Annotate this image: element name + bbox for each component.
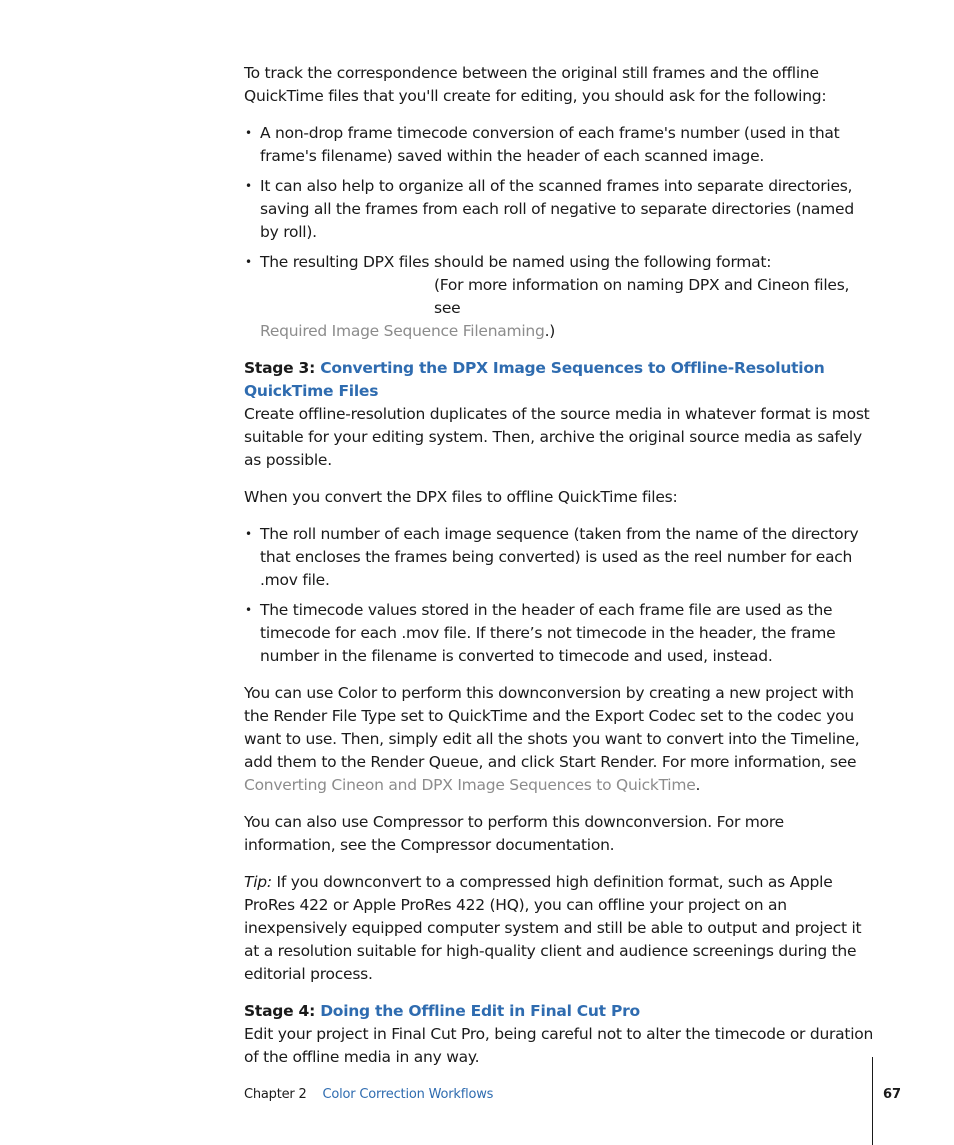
- naming-more-info: (For more information on naming DPX and Cineon files, see: [434, 276, 850, 317]
- naming-format-text: The resulting DPX files should be named using the following format:: [260, 253, 772, 271]
- list-item-text: The roll number of each image sequence (taken from the name of the directory that encloses the frames being converted) is used as the reel number for each .mov file.: [260, 525, 859, 589]
- bullet-glyph: •: [245, 126, 252, 140]
- stage-3-label: Stage 3:: [244, 359, 316, 377]
- convert-intro: When you convert the DPX files to offline QuickTime files:: [244, 488, 678, 506]
- bullet-glyph: •: [245, 255, 252, 269]
- page-content: [244, 62, 876, 1083]
- list-item: [244, 599, 876, 668]
- stage-3-title-link[interactable]: Converting the DPX Image Sequences to Offline-Resolution QuickTime Files: [244, 359, 825, 400]
- list-item: [244, 523, 876, 592]
- tip-paragraph: [244, 871, 876, 986]
- page-number: 67: [883, 1087, 902, 1102]
- stage-3-section: [244, 357, 876, 472]
- list-item: [244, 175, 876, 244]
- list-item-text: It can also help to organize all of the scanned frames into separate directories, saving all the frames from each roll of negative to separate directories (named by roll).: [260, 177, 854, 241]
- stage-4-label: Stage 4:: [244, 1002, 316, 1020]
- stage-4-title-link[interactable]: Doing the Offline Edit in Final Cut Pro: [320, 1002, 640, 1020]
- bullet-glyph: •: [245, 603, 252, 617]
- page-footer: [244, 1086, 493, 1104]
- bullet-glyph: •: [245, 179, 252, 193]
- stage-3-body: Create offline-resolution duplicates of the source media in whatever format is most suitable for your editing system. Then, archive the original source media as safely as possible.: [244, 405, 870, 469]
- list-item: [244, 251, 876, 343]
- list-item-text: A non-drop frame timecode conversion of each frame's number (used in that frame's filename) saved within the header of each scanned image.: [260, 124, 840, 165]
- color-paragraph-end: .: [695, 776, 701, 794]
- stage-4-heading: [244, 1000, 876, 1023]
- naming-end: .): [544, 322, 556, 340]
- stage-4-body: Edit your project in Final Cut Pro, being careful not to alter the timecode or duration of the offline media in any way.: [244, 1025, 874, 1066]
- tip-text: If you downconvert to a compressed high definition format, such as Apple ProRes 422 or Apple ProRes 422 (HQ), you can offline your project on an inexpensively equipped computer system and still be able to output and project it at a resolution suitable for high-quality client and audience screenings during the editorial process.: [244, 873, 862, 983]
- compressor-paragraph: You can also use Compressor to perform this downconversion. For more information, see the Compressor documentation.: [244, 813, 784, 854]
- intro-paragraph: To track the correspondence between the original still frames and the offline QuickTime files that you'll create for editing, you should ask for the following:: [244, 64, 827, 105]
- conversion-list: [244, 523, 876, 668]
- chapter-title-link[interactable]: Color Correction Workflows: [322, 1087, 494, 1102]
- required-filenaming-link[interactable]: Required Image Sequence Filenaming: [260, 322, 545, 340]
- bullet-glyph: •: [245, 527, 252, 541]
- stage-3-heading: [244, 357, 876, 403]
- tip-label: Tip:: [244, 873, 272, 891]
- chapter-label: Chapter 2: [244, 1087, 307, 1102]
- requirements-list: [244, 122, 876, 343]
- stage-4-section: [244, 1000, 876, 1069]
- footer-divider: [872, 1057, 873, 1145]
- list-item-text: The timecode values stored in the header of each frame file are used as the timecode for each .mov file. If there’s not timecode in the header, the frame number in the filename is converted to timecode and used, instead.: [260, 601, 836, 665]
- color-paragraph: [244, 682, 876, 797]
- color-paragraph-text: You can use Color to perform this downconversion by creating a new project with the Render File Type set to QuickTime and the Export Codec set to the codec you want to use. Then, simply edit all the shots you want to convert into the Timeline, add them to the Render Queue, and click Start Render. For more information, see: [244, 684, 860, 771]
- list-item: [244, 122, 876, 168]
- converting-cineon-link[interactable]: Converting Cineon and DPX Image Sequences to QuickTime: [244, 776, 696, 794]
